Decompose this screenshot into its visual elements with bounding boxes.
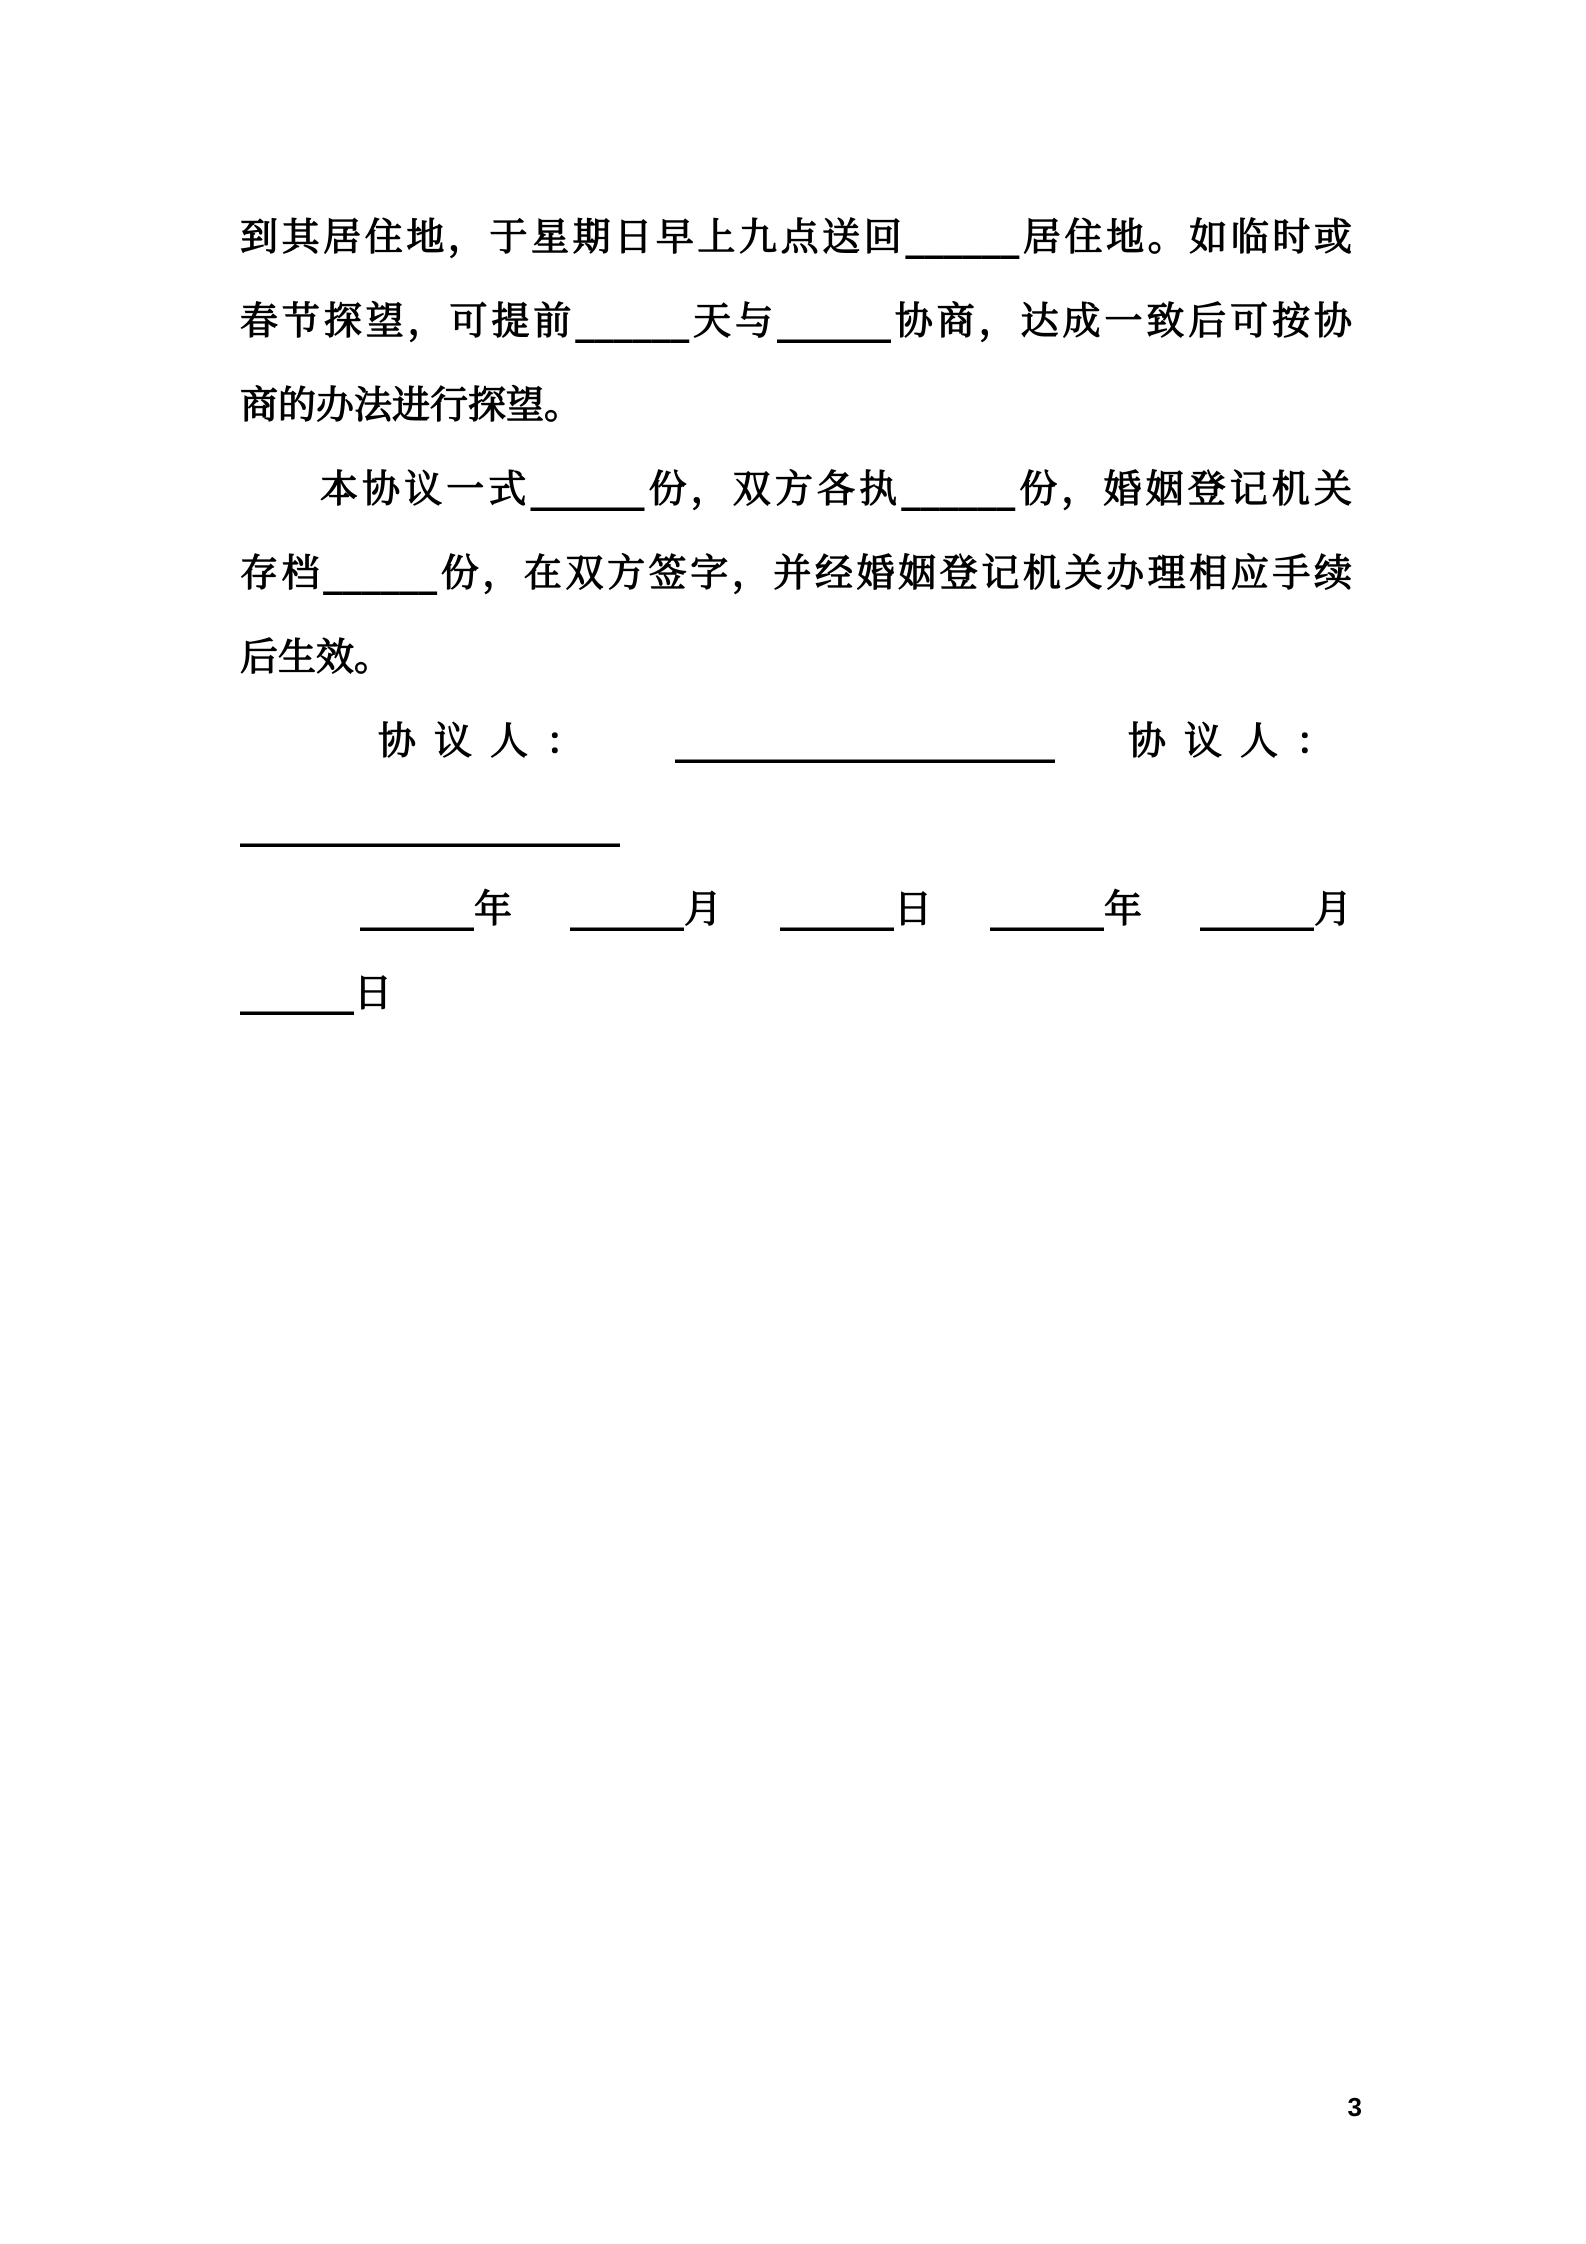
party2-label: 协议人： xyxy=(1127,719,1352,763)
paragraph1-line2: 春节探望，可提前______天与______协商，达成一致后可按协 xyxy=(240,299,1352,343)
party2-signature-blank: ____________________ xyxy=(240,803,620,847)
date2-year: ______年 xyxy=(989,887,1142,931)
paragraph1-line1: 到其居住地，于星期日早上九点送回______居住地。如临时或 xyxy=(240,215,1352,259)
date1-year: ______年 xyxy=(360,887,513,931)
date-line xyxy=(240,867,1352,951)
paragraph2-line1: 本协议一式______份，双方各执______份，婚姻登记机关 xyxy=(320,467,1352,511)
date1-day: ______日 xyxy=(779,887,932,931)
date2-month: ______月 xyxy=(1199,887,1352,931)
date2-day: ______日 xyxy=(240,971,393,1015)
party1-signature-blank: ____________________ xyxy=(675,719,1055,763)
paragraph2-line2: 存档______份，在双方签字，并经婚姻登记机关办理相应手续 xyxy=(240,551,1352,595)
page-number: 3 xyxy=(1347,2092,1362,2122)
party1-label: 协议人： xyxy=(378,719,603,763)
paragraph1-line3: 商的办法进行探望。 xyxy=(240,383,583,427)
paragraph2-line3: 后生效。 xyxy=(240,635,393,679)
date1-month: ______月 xyxy=(569,887,722,931)
signature-line xyxy=(240,699,1352,783)
document-body xyxy=(240,195,1352,1035)
